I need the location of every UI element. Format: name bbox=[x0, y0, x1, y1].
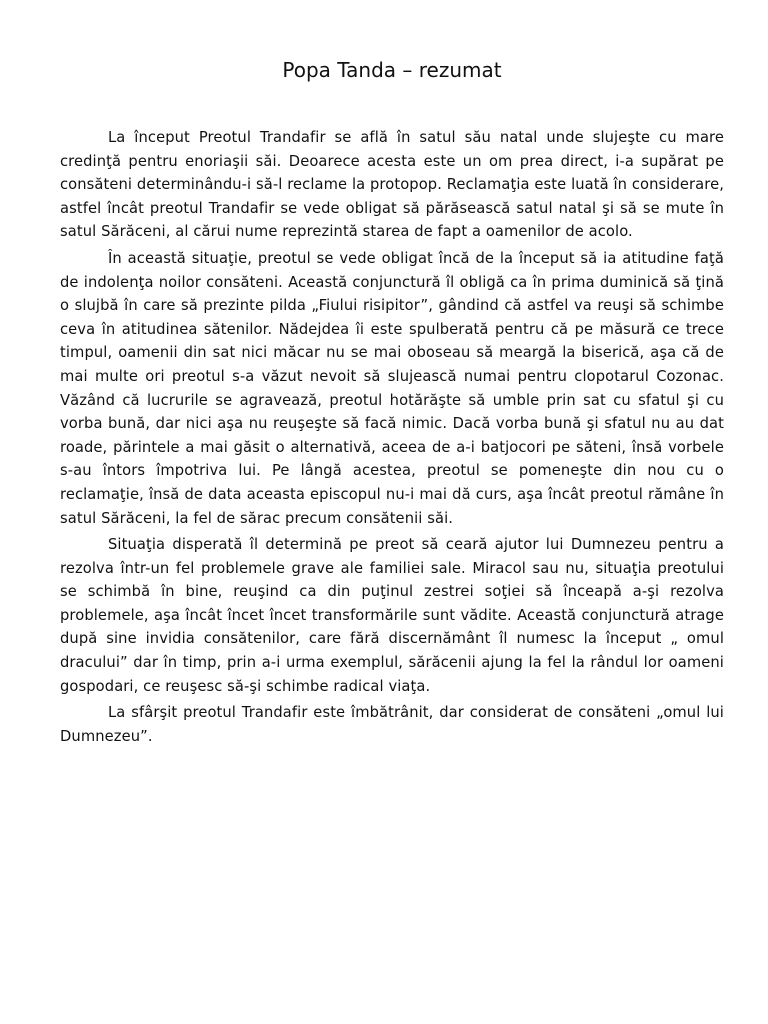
paragraph-2: În această situaţie, preotul se vede obligat încă de la început să ia atitudine faţă de indolenţa noilor consăteni. Această conjunctură îl obligă ca în prima duminică să ţină o slujbă în care să prezinte pilda „Fiului risipitor”, gândind că astfel va reuşi să schimbe ceva în atitudinea sătenilor. Nădejdea îi este spulberată pentru că pe măsură ce trece timpul, oamenii din sat nici măcar nu se mai oboseau să meargă la biserică, aşa că de mai multe ori preotul s-a văzut nevoit să slujească numai pentru clopotarul Cozonac. Văzând că lucrurile se agravează, preotul hotărăşte să umble prin sat cu sfatul şi cu vorba bună, dar nici aşa nu reuşeşte să facă nimic. Dacă vorba bună şi sfatul nu au dat roade, părintele a mai găsit o alternativă, aceea de a-i batjocori pe săteni, însă vorbele s-au întors împotriva lui. Pe lângă acestea, preotul se pomeneşte din nou cu o reclamaţie, însă de data aceasta episcopul nu-i mai dă curs, aşa încât preotul rămâne în satul Sărăceni, la fel de sărac precum consătenii săi. bbox=[60, 249, 724, 527]
paragraph-3: Situaţia disperată îl determină pe preot să ceară ajutor lui Dumnezeu pentru a rezolva într-un fel problemele grave ale familiei sale. Miracol sau nu, situaţia preotului se schimbă în bine, reuşind ca din puţinul zestrei soţiei să înceapă a-şi rezolva problemele, aşa încât încet încet transformările sunt vădite. Această conjunctură atrage după sine invidia consătenilor, care fără discernământ îl numesc la început „ omul dracului” dar în timp, prin a-i urma exemplul, sărăcenii ajung la fel la rândul lor oameni gospodari, ce reuşesc să-şi schimbe radical viaţa. bbox=[60, 536, 724, 695]
document-title: Popa Tanda – rezumat bbox=[282, 58, 502, 82]
paragraph-4: La sfârşit preotul Trandafir este îmbătrânit, dar considerat de consăteni „omul lui Dumnezeu”. bbox=[60, 704, 724, 745]
paragraph-1: La început Preotul Trandafir se află în satul său natal unde slujeşte cu mare credinţă pentru enoriaşii săi. Deoarece acesta este un om prea direct, i-a supărat pe consăteni determinându-i să-l reclame la protopop. Reclamaţia este luată în considerare, astfel încât preotul Trandafir se vede obligat să părăsească satul natal şi să se mute în satul Sărăceni, al cărui nume reprezintă starea de fapt a oamenilor de acolo. bbox=[60, 129, 724, 241]
